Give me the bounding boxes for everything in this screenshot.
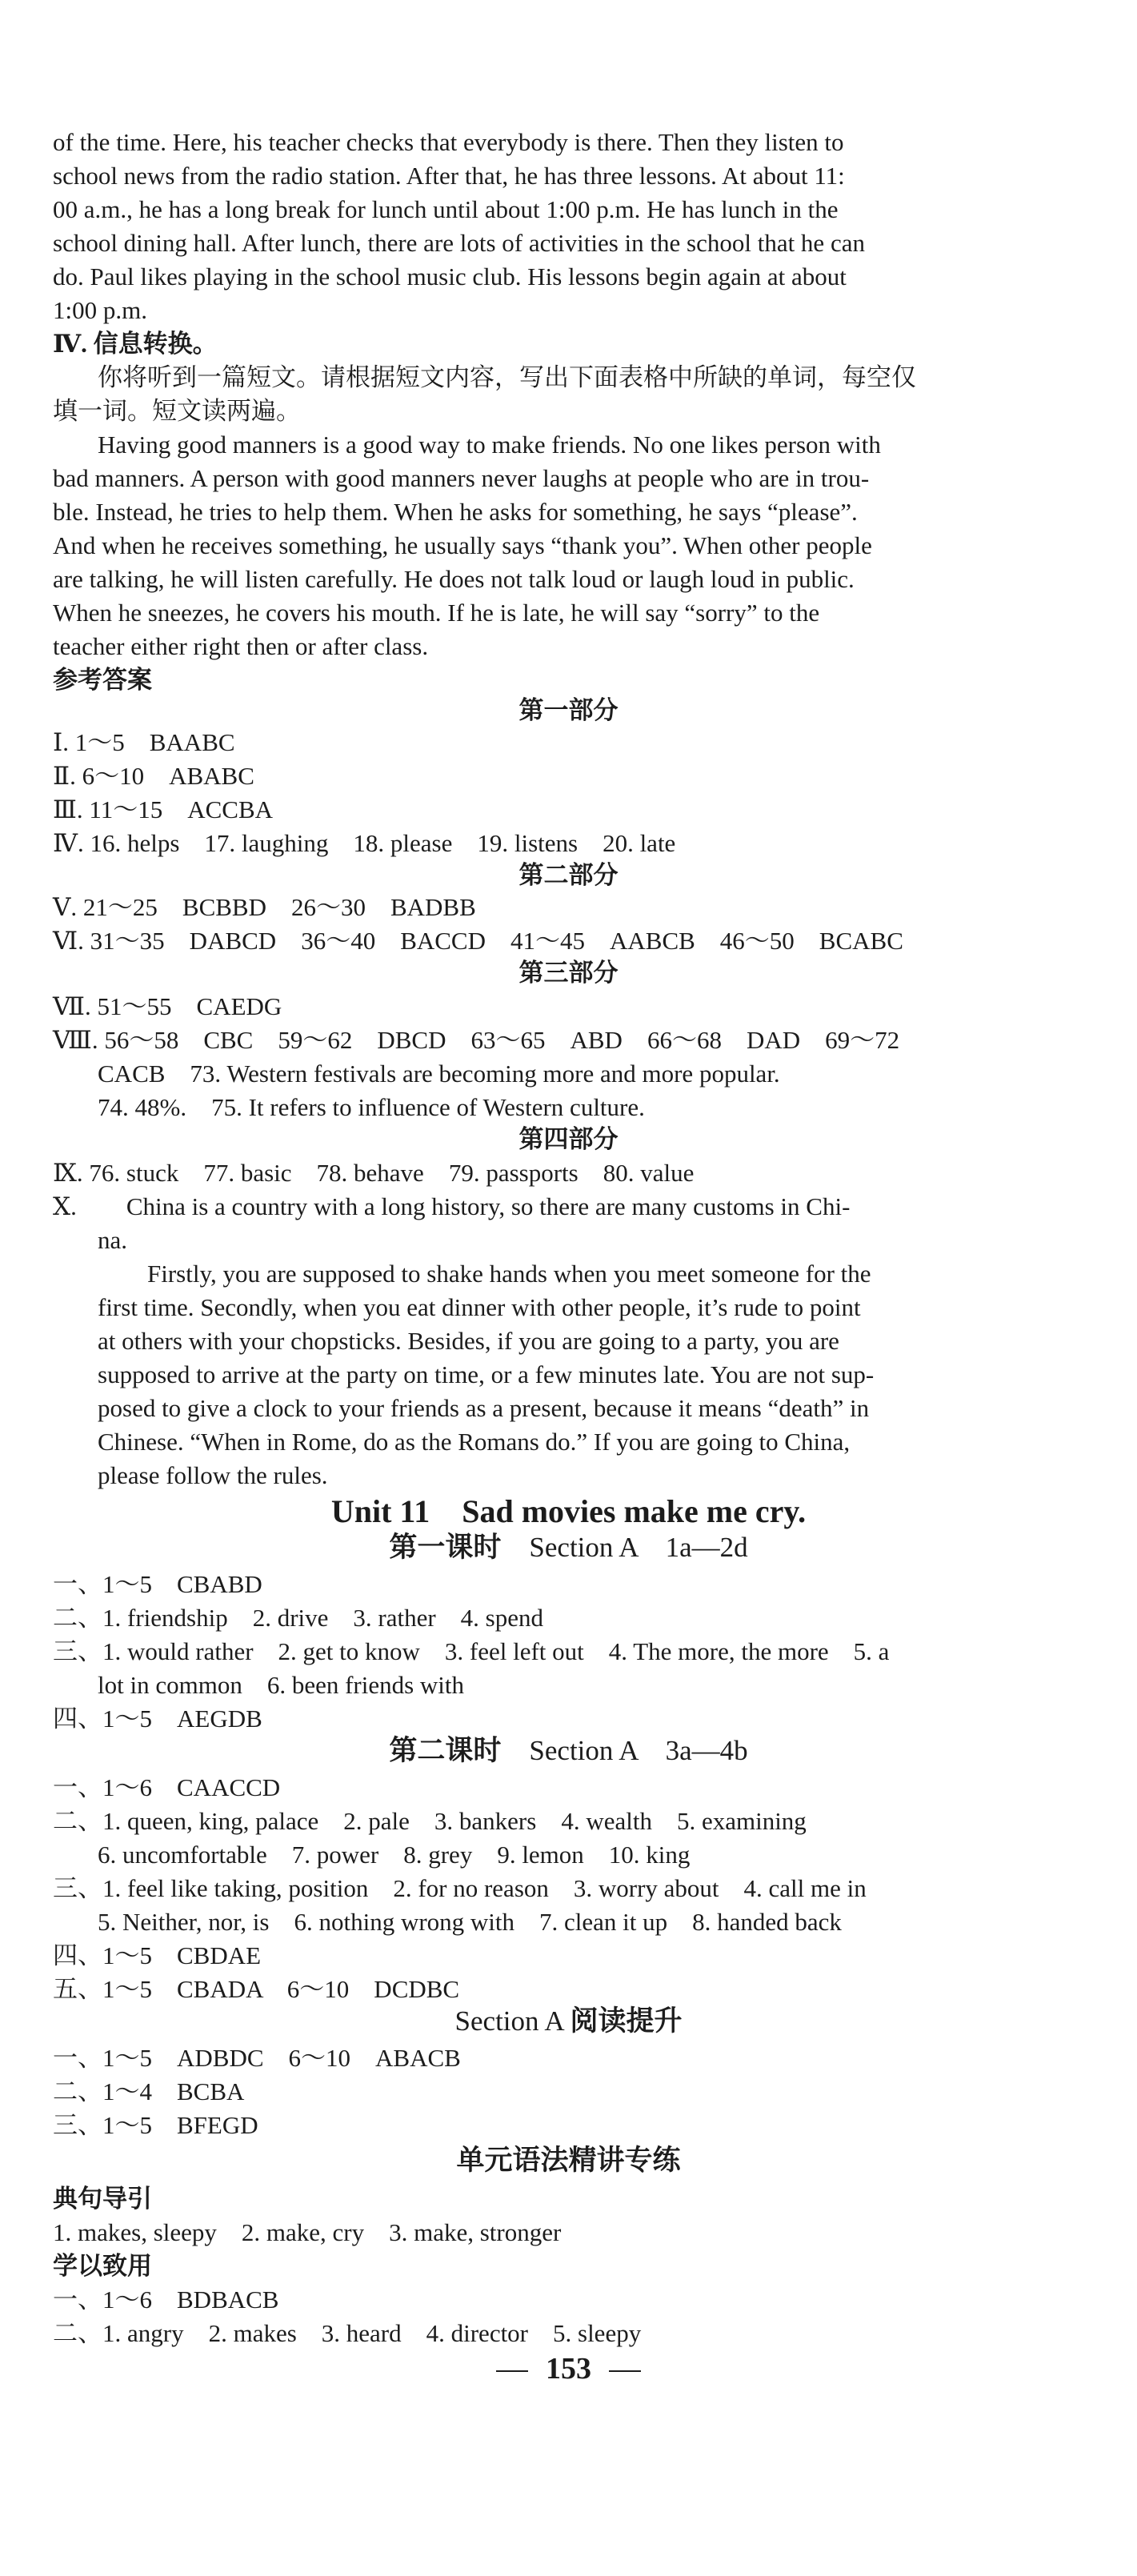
answer-line: Ⅳ. 16. helps 17. laughing 18. please 19. listens 20. late	[53, 829, 676, 857]
answer-line: 二、1. queen, king, palace 2. pale 3. bankers 4. wealth 5. examining	[53, 1807, 807, 1835]
lesson-title-zh: 第一课时	[389, 1532, 502, 1563]
lesson-title	[0, 1735, 1137, 1767]
essay-line: Firstly, you are supposed to shake hands when you meet someone for the	[98, 1260, 871, 1288]
unit-title: Unit 11 Sad movies make me cry.	[330, 1493, 807, 1529]
instruction-line: 你将听到一篇短文。请根据短文内容，写出下面表格中所缺的单词，每空仅	[98, 363, 916, 391]
part-title: 第一部分	[518, 696, 619, 724]
instruction-line: 填一词。短文读两遍。	[53, 397, 301, 425]
lesson-title	[0, 2005, 1137, 2037]
lesson-title-en: Section A	[454, 2005, 563, 2037]
answer-line: 一、1～5 ADBDC 6～10 ABACB	[53, 2044, 461, 2072]
essay-line: posed to give a clock to your friends as a present, because it means “death” in	[98, 1394, 870, 1422]
answer-line: 五、1～5 CBADA 6～10 DCDBC	[53, 1975, 460, 2003]
essay-line: at others with your chopsticks. Besides, if you are going to a party, you are	[98, 1327, 839, 1355]
lesson-title-en: Section A 3a—4b	[529, 1735, 748, 1766]
manners-line: And when he receives something, he usually says “thank you”. When other people	[53, 531, 872, 559]
passage-line: school dining hall. After lunch, there are lots of activities in the school that he can	[53, 229, 865, 257]
manners-line: When he sneezes, he covers his mouth. If he is late, he will say “sorry” to the	[53, 599, 820, 627]
passage-line: 00 a.m., he has a long break for lunch until about 1:00 p.m. He has lunch in the	[53, 195, 839, 223]
essay-line: Chinese. “When in Rome, do as the Romans do.” If you are going to China,	[98, 1428, 851, 1456]
answer-line: 四、1～5 AEGDB	[53, 1705, 262, 1733]
answer-line: 74. 48%. 75. It refers to influence of Western culture.	[98, 1093, 645, 1121]
answer-line: Ⅶ. 51～55 CAEDG	[53, 992, 282, 1020]
answer-line: Ⅰ. 1～5 BAABC	[53, 728, 235, 756]
passage-line: do. Paul likes playing in the school music club. His lessons begin again at about	[53, 262, 847, 290]
answer-line: 1. makes, sleepy 2. make, cry 3. make, stronger	[53, 2218, 562, 2246]
answer-line: CACB 73. Western festivals are becoming more and more popular.	[98, 1060, 780, 1088]
lesson-title-en: Section A 1a—2d	[529, 1532, 748, 1563]
essay-line: na.	[98, 1226, 128, 1254]
lesson-title-zh: 第二课时	[389, 1735, 502, 1766]
answer-line: 一、1～5 CBABD	[53, 1570, 262, 1598]
answer-line: Ⅱ. 6～10 ABABC	[53, 762, 254, 790]
essay-line: please follow the rules.	[98, 1461, 328, 1489]
passage-line: school news from the radio station. After that, he has three lessons. At about 11:	[53, 162, 845, 190]
dash-right	[609, 2370, 641, 2372]
page-number	[0, 2353, 1137, 2385]
answers-heading: 参考答案	[53, 666, 152, 694]
answer-line: Ⅲ. 11～15 ACCBA	[53, 795, 274, 823]
answer-line: 二、1. friendship 2. drive 3. rather 4. spend	[53, 1604, 543, 1632]
manners-line: bad manners. A person with good manners never laughs at people who are in trou-	[53, 464, 870, 492]
essay-line: Ⅹ. China is a country with a long history, so there are many customs in Chi-	[53, 1192, 851, 1220]
manners-line: teacher either right then or after class.	[53, 632, 429, 660]
passage-line: 1:00 p.m.	[53, 296, 147, 324]
dash-left	[496, 2370, 528, 2372]
answer-line: Ⅵ. 31～35 DABCD 36～40 BACCD 41～45 AABCB 46～50 BCABC	[53, 927, 903, 955]
subsection-heading: 学以致用	[53, 2252, 152, 2280]
answer-line: lot in common 6. been friends with	[98, 1671, 465, 1699]
lesson-title	[0, 1532, 1137, 1564]
subsection-heading: 典句导引	[53, 2185, 152, 2213]
answer-line: Ⅷ. 56～58 CBC 59～62 DBCD 63～65 ABD 66～68 DAD 69～72	[53, 1026, 900, 1054]
answer-line: 5. Neither, nor, is 6. nothing wrong with 7. clean it up 8. handed back	[98, 1908, 842, 1936]
part-title: 第三部分	[518, 959, 619, 987]
answer-line: Ⅴ. 21～25 BCBBD 26～30 BADBB	[53, 893, 476, 921]
answer-line: 二、1. angry 2. makes 3. heard 4. director 5. sleepy	[53, 2319, 642, 2347]
grammar-title: 单元语法精讲专练	[456, 2145, 681, 2176]
answer-line: 6. uncomfortable 7. power 8. grey 9. lemon 10. king	[98, 1841, 691, 1869]
essay-line: first time. Secondly, when you eat dinner with other people, it’s rude to point	[98, 1293, 861, 1321]
part-title: 第四部分	[518, 1125, 619, 1153]
essay-line: supposed to arrive at the party on time, or a few minutes late. You are not sup-	[98, 1360, 875, 1388]
lesson-title-zh: 阅读提升	[570, 2005, 683, 2037]
answer-line: 二、1～4 BCBA	[53, 2077, 245, 2105]
passage-line: of the time. Here, his teacher checks that everybody is there. Then they listen to	[53, 128, 844, 156]
manners-line: are talking, he will listen carefully. He does not talk loud or laugh loud in public.	[53, 565, 855, 593]
section-heading: Ⅳ. 信息转换。	[53, 330, 218, 358]
answer-line: 一、1～6 BDBACB	[53, 2286, 279, 2314]
answer-line: 四、1～5 CBDAE	[53, 1941, 262, 1969]
part-title: 第二部分	[518, 861, 619, 889]
answer-line: 三、1. feel like taking, position 2. for no reason 3. worry about 4. call me in	[53, 1874, 867, 1902]
manners-line: Having good manners is a good way to make friends. No one likes person with	[98, 431, 881, 459]
page-number-text: 153	[546, 2352, 591, 2386]
answer-line: 一、1～6 CAACCD	[53, 1773, 281, 1801]
answer-line: 三、1～5 BFEGD	[53, 2111, 258, 2139]
answer-line: 三、1. would rather 2. get to know 3. feel left out 4. The more, the more 5. a	[53, 1637, 890, 1665]
manners-line: ble. Instead, he tries to help them. When he asks for something, he says “please”.	[53, 498, 858, 526]
answer-line: Ⅸ. 76. stuck 77. basic 78. behave 79. passports 80. value	[53, 1159, 695, 1187]
